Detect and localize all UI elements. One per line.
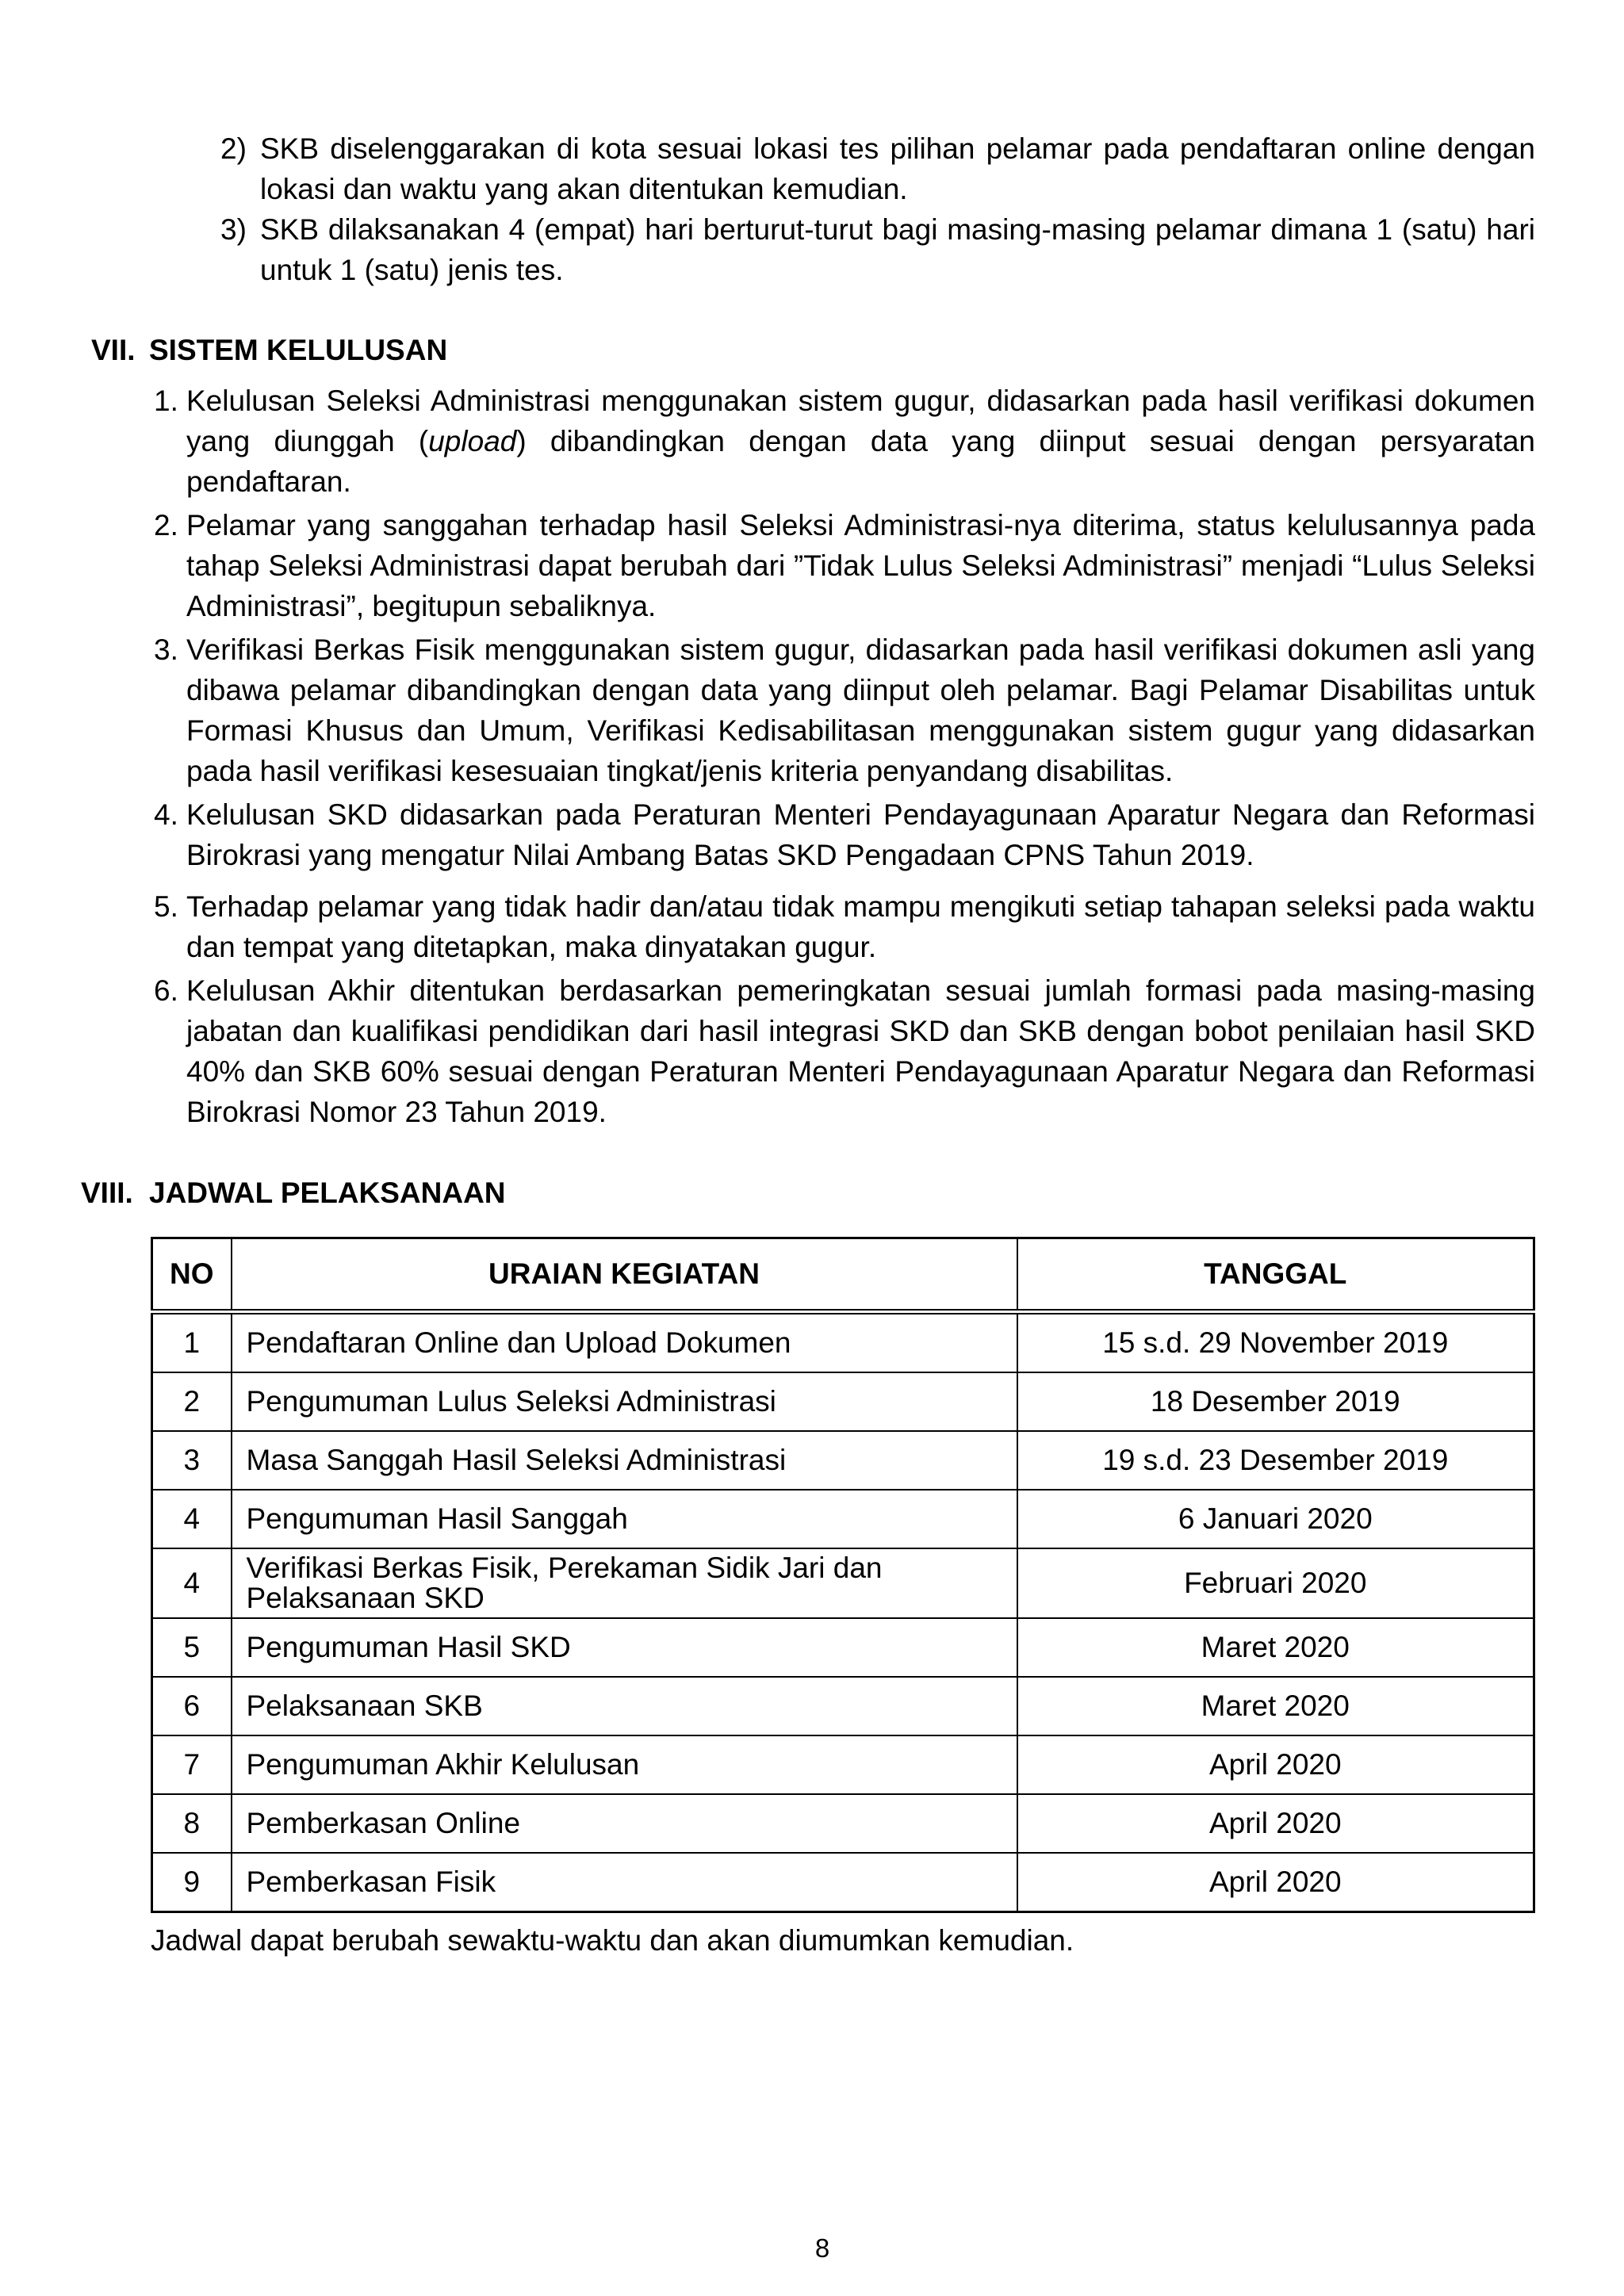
item-text: SKB diselenggarakan di kota sesuai lokasi tes pilihan pelamar pada pendaftaran online dengan lokasi dan waktu yang akan ditentukan kemudian. — [260, 132, 1535, 205]
cell-tanggal: 6 Januari 2020 — [1017, 1490, 1534, 1548]
cell-no: 4 — [152, 1490, 232, 1548]
cell-no: 9 — [152, 1853, 232, 1912]
item-text: Verifikasi Berkas Fisik menggunakan sistem gugur, didasarkan pada hasil verifikasi dokumen asli yang dibawa pelamar dibandingkan dengan data yang diinput oleh pelamar. Bagi Pelamar Disabilitas untuk Formasi Khusus dan Umum, Verifikasi Kedisabilitasan menggunakan sistem gugur yang didasarkan pada hasil verifikasi kesesuaian tingkat/jenis kriteria penyandang disabilitas. — [186, 633, 1535, 787]
list-item — [154, 886, 1535, 967]
header-no: NO — [152, 1238, 232, 1312]
table-row — [152, 1618, 1534, 1677]
list-item — [154, 505, 1535, 626]
intro-list — [220, 128, 1535, 290]
section-number: VIII. — [81, 1177, 133, 1209]
cell-no: 5 — [152, 1618, 232, 1677]
cell-no: 6 — [152, 1677, 232, 1735]
cell-tanggal: April 2020 — [1017, 1853, 1534, 1912]
table-row — [152, 1372, 1534, 1431]
item-text: Kelulusan Akhir ditentukan berdasarkan pemeringkatan sesuai jumlah formasi pada masing-masing jabatan dan kualifikasi pendidikan dari hasil integrasi SKD dan SKB dengan bobot penilaian hasil SKD 40% dan SKB 60% sesuai dengan Peraturan Menteri Pendayagunaan Aparatur Negara dan Reformasi Birokrasi Nomor 23 Tahun 2019. — [186, 974, 1535, 1128]
cell-tanggal: 18 Desember 2019 — [1017, 1372, 1534, 1431]
page-number: 8 — [814, 2233, 830, 2263]
table-row — [152, 1548, 1534, 1618]
cell-uraian: Pengumuman Akhir Kelulusan — [232, 1735, 1017, 1794]
item-text: SKB dilaksanakan 4 (empat) hari berturut-turut bagi masing-masing pelamar dimana 1 (satu) hari untuk 1 (satu) jenis tes. — [260, 213, 1535, 286]
cell-tanggal: 19 s.d. 23 Desember 2019 — [1017, 1431, 1534, 1490]
item-number: 3) — [220, 213, 247, 246]
item-text: Kelulusan Seleksi Administrasi menggunakan sistem gugur, didasarkan pada hasil verifikasi dokumen yang diunggah ( — [186, 385, 1535, 457]
item-number: 1. — [154, 385, 178, 417]
item-text: Terhadap pelamar yang tidak hadir dan/atau tidak mampu mengikuti setiap tahapan seleksi pada waktu dan tempat yang ditetapkan, maka dinyatakan gugur. — [186, 890, 1535, 963]
list-item — [154, 794, 1535, 875]
cell-no: 7 — [152, 1735, 232, 1794]
header-tanggal: TANGGAL — [1017, 1238, 1534, 1312]
cell-tanggal: Maret 2020 — [1017, 1677, 1534, 1735]
cell-tanggal: April 2020 — [1017, 1735, 1534, 1794]
header-uraian: URAIAN KEGIATAN — [232, 1238, 1017, 1312]
list-item — [154, 381, 1535, 502]
section-heading-7 — [91, 330, 448, 370]
item-number: 2. — [154, 509, 178, 541]
item-text-italic: upload — [428, 425, 517, 457]
cell-tanggal: April 2020 — [1017, 1794, 1534, 1853]
table-row — [152, 1677, 1534, 1735]
table-row — [152, 1431, 1534, 1490]
cell-no: 2 — [152, 1372, 232, 1431]
list-item — [220, 128, 1535, 209]
cell-tanggal: 15 s.d. 29 November 2019 — [1017, 1312, 1534, 1373]
cell-no: 4 — [152, 1548, 232, 1618]
cell-tanggal: Februari 2020 — [1017, 1548, 1534, 1618]
table-row — [152, 1312, 1534, 1373]
cell-uraian: Pengumuman Hasil Sanggah — [232, 1490, 1017, 1548]
item-text: Pelamar yang sanggahan terhadap hasil Seleksi Administrasi-nya diterima, status kelulusannya pada tahap Seleksi Administrasi dapat berubah dari ”Tidak Lulus Seleksi Administrasi” menjadi “Lulus Seleksi Administrasi”, begitupun sebaliknya. — [186, 509, 1535, 622]
cell-uraian: Verifikasi Berkas Fisik, Perekaman Sidik Jari dan Pelaksanaan SKD — [232, 1548, 1017, 1618]
section-number: VII. — [91, 334, 136, 366]
cell-no: 8 — [152, 1794, 232, 1853]
item-text: ) dibandingkan dengan data yang diinput sesuai dengan persyaratan pendaftaran. — [186, 425, 1535, 498]
item-number: 2) — [220, 132, 247, 165]
schedule-note: Jadwal dapat berubah sewaktu-waktu dan akan diumumkan kemudian. — [151, 1924, 1074, 1957]
cell-uraian: Pengumuman Hasil SKD — [232, 1618, 1017, 1677]
cell-no: 3 — [152, 1431, 232, 1490]
cell-uraian: Pengumuman Lulus Seleksi Administrasi — [232, 1372, 1017, 1431]
cell-uraian: Pemberkasan Online — [232, 1794, 1017, 1853]
list-item — [220, 209, 1535, 290]
section-title: JADWAL PELAKSANAAN — [149, 1177, 506, 1209]
cell-no: 1 — [152, 1312, 232, 1373]
list-item — [154, 970, 1535, 1132]
table-row — [152, 1490, 1534, 1548]
table-row — [152, 1735, 1534, 1794]
section-heading-8 — [81, 1173, 506, 1213]
item-number: 5. — [154, 890, 178, 923]
item-number: 4. — [154, 798, 178, 831]
table-header-row — [152, 1238, 1534, 1312]
item-text: Kelulusan SKD didasarkan pada Peraturan Menteri Pendayagunaan Aparatur Negara dan Reformasi Birokrasi yang mengatur Nilai Ambang Batas SKD Pengadaan CPNS Tahun 2019. — [186, 798, 1535, 871]
schedule-table — [151, 1237, 1535, 1913]
cell-uraian: Pemberkasan Fisik — [232, 1853, 1017, 1912]
list-item — [154, 629, 1535, 791]
kelulusan-list — [154, 381, 1535, 1132]
table-row — [152, 1853, 1534, 1912]
cell-uraian: Masa Sanggah Hasil Seleksi Administrasi — [232, 1431, 1017, 1490]
section-title: SISTEM KELULUSAN — [149, 334, 448, 366]
cell-tanggal: Maret 2020 — [1017, 1618, 1534, 1677]
cell-uraian: Pendaftaran Online dan Upload Dokumen — [232, 1312, 1017, 1373]
table-row — [152, 1794, 1534, 1853]
item-number: 6. — [154, 974, 178, 1007]
cell-uraian: Pelaksanaan SKB — [232, 1677, 1017, 1735]
item-number: 3. — [154, 633, 178, 666]
